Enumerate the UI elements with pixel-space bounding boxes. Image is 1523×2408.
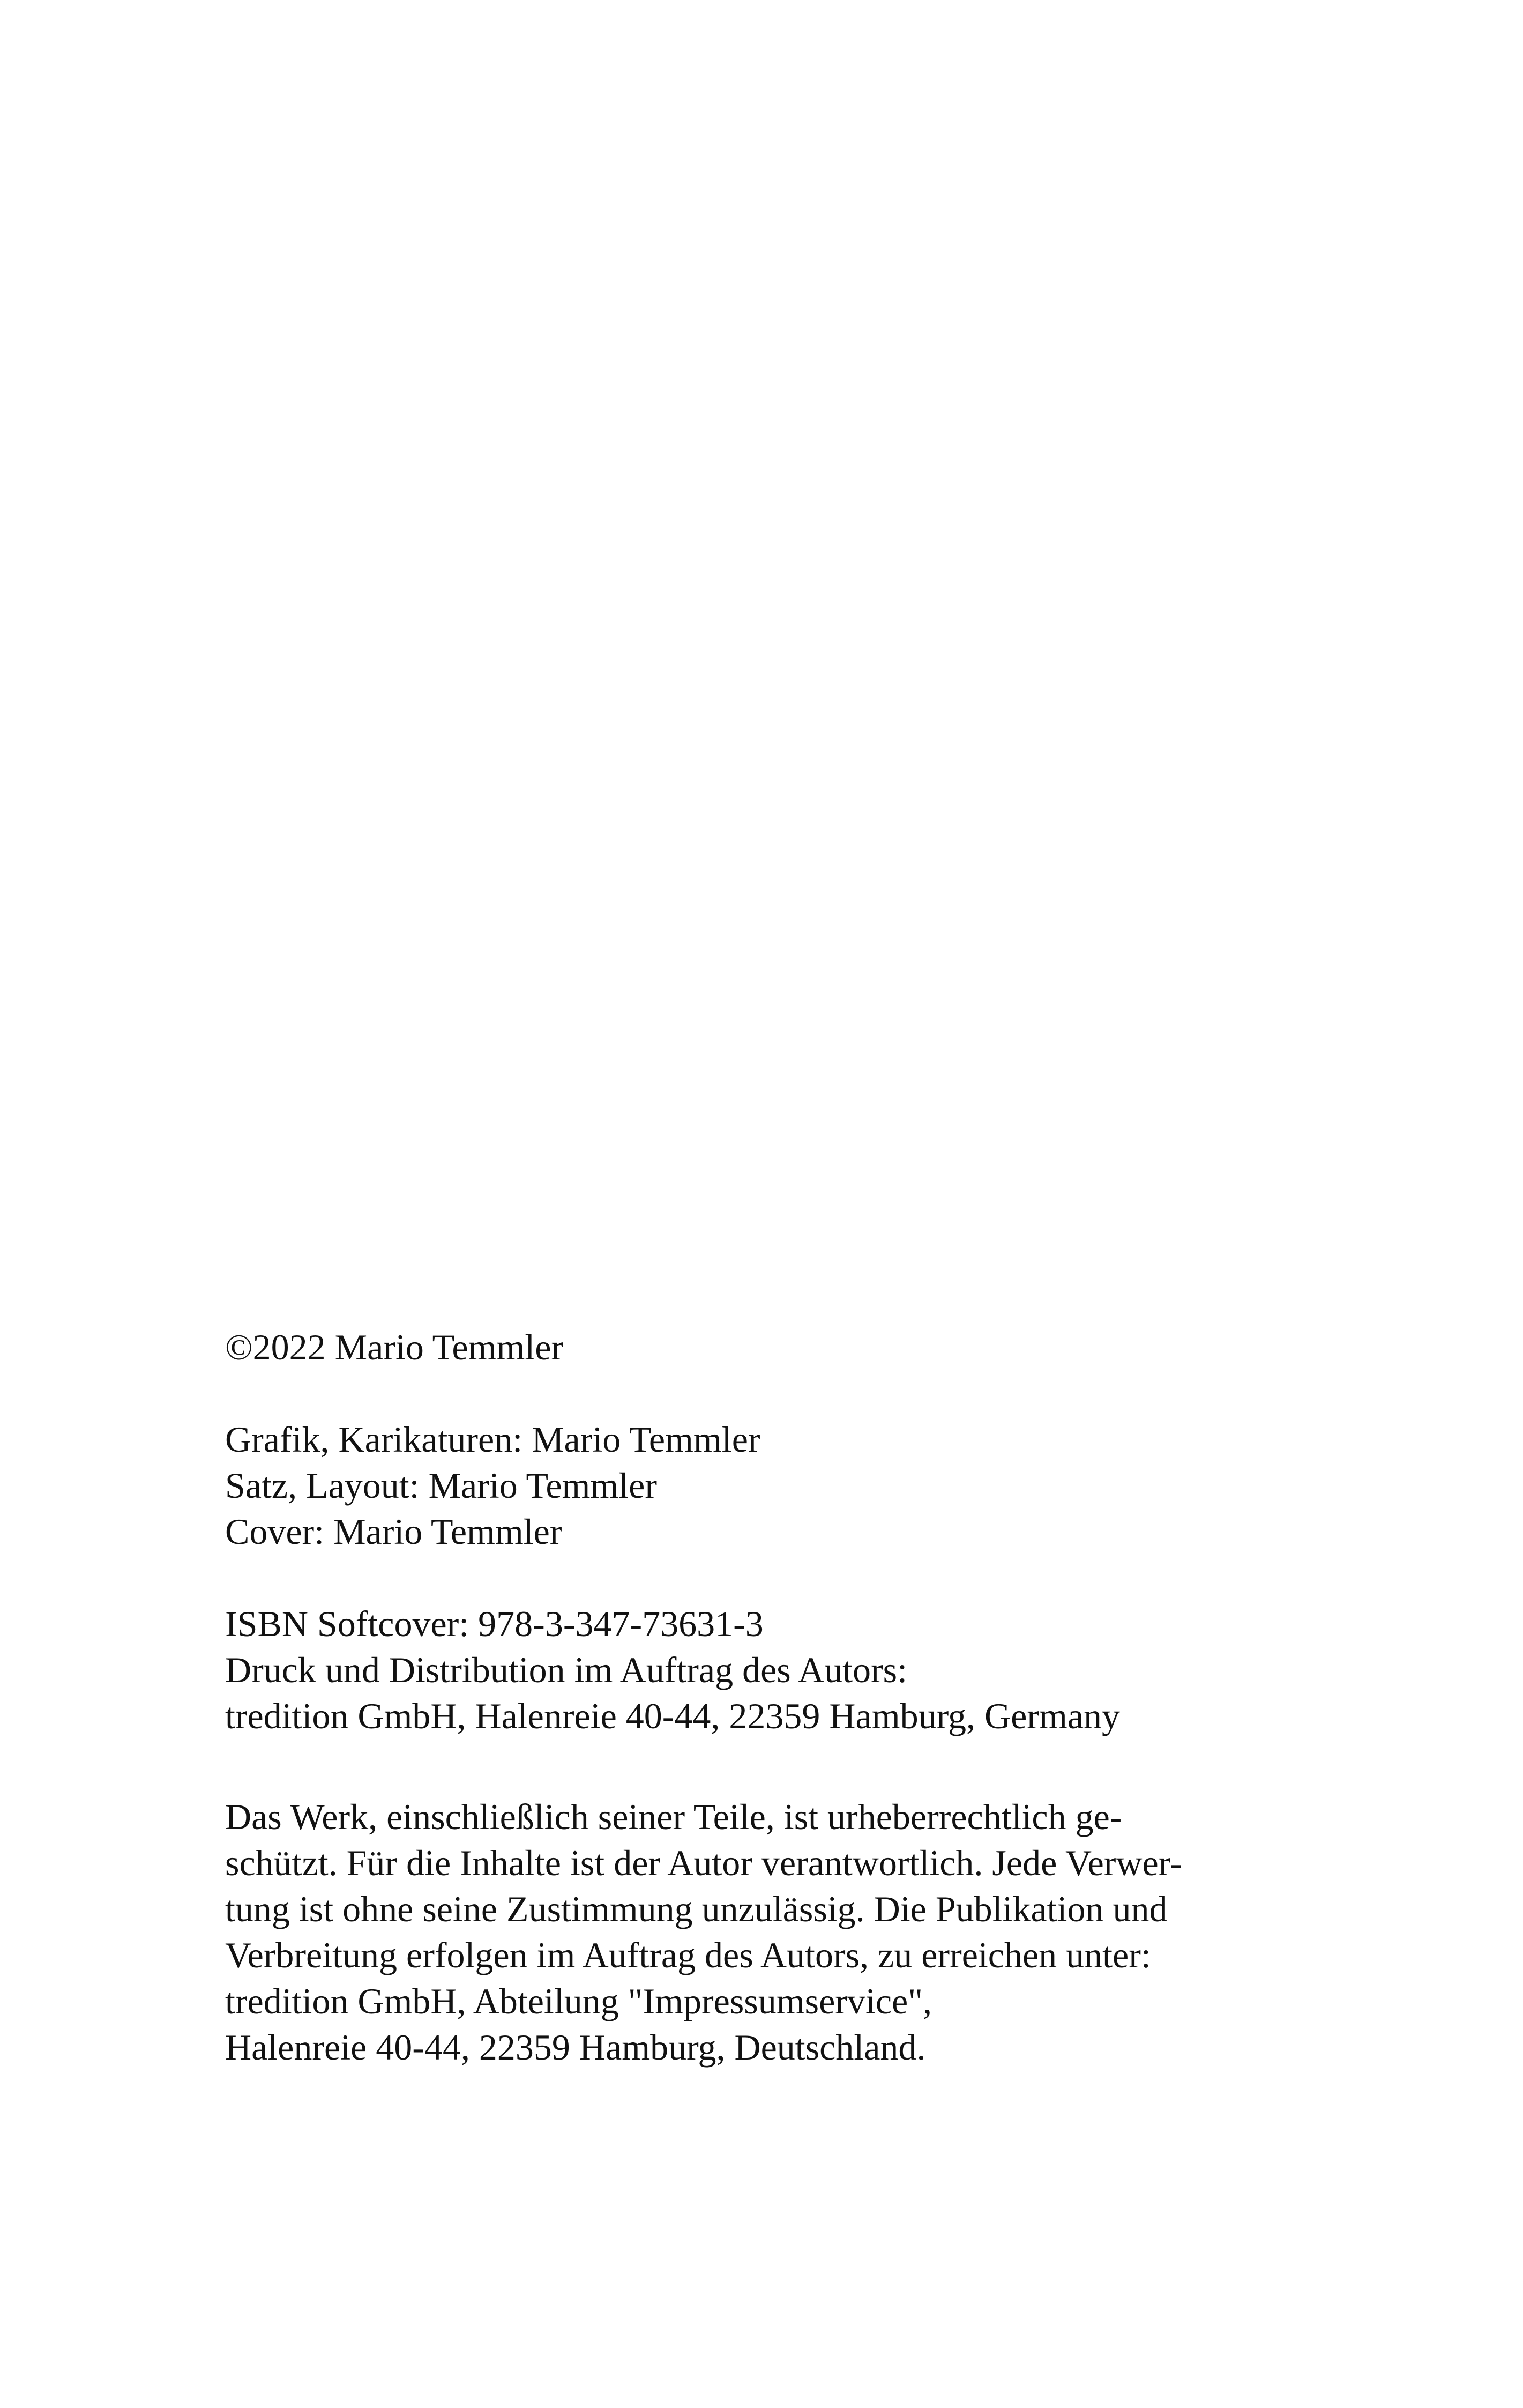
imprint-block [225,1324,1329,2070]
credits-section [225,1416,1329,1555]
legal-line: schützt. Für die Inhalte ist der Autor verantwortlich. Jede Verwer- [225,1842,1182,1883]
legal-line: Verbreitung erfolgen im Auftrag des Autors, zu erreichen unter: [225,1935,1151,1975]
legal-line: tredition GmbH, Abteilung "Impressumservice", [225,1981,932,2021]
publishing-section [225,1601,1329,1739]
publisher-address-line: tredition GmbH, Halenreie 40-44, 22359 Hamburg, Germany [225,1696,1121,1736]
credit-line-graphics: Grafik, Karikaturen: Mario Temmler [225,1419,760,1460]
legal-line: Halenreie 40-44, 22359 Hamburg, Deutschland. [225,2027,926,2068]
credit-line-cover: Cover: Mario Temmler [225,1511,562,1552]
credit-line-layout: Satz, Layout: Mario Temmler [225,1465,658,1506]
legal-notice-section [225,1794,1329,2070]
legal-line: tung ist ohne seine Zustimmung unzulässig. Die Publikation und [225,1889,1168,1929]
legal-line: Das Werk, einschließlich seiner Teile, ist urheberrechtlich ge- [225,1796,1122,1837]
distribution-line: Druck und Distribution im Auftrag des Autors: [225,1649,908,1690]
copyright-line: ©2022 Mario Temmler [225,1327,564,1367]
isbn-line: ISBN Softcover: 978-3-347-73631-3 [225,1603,764,1644]
